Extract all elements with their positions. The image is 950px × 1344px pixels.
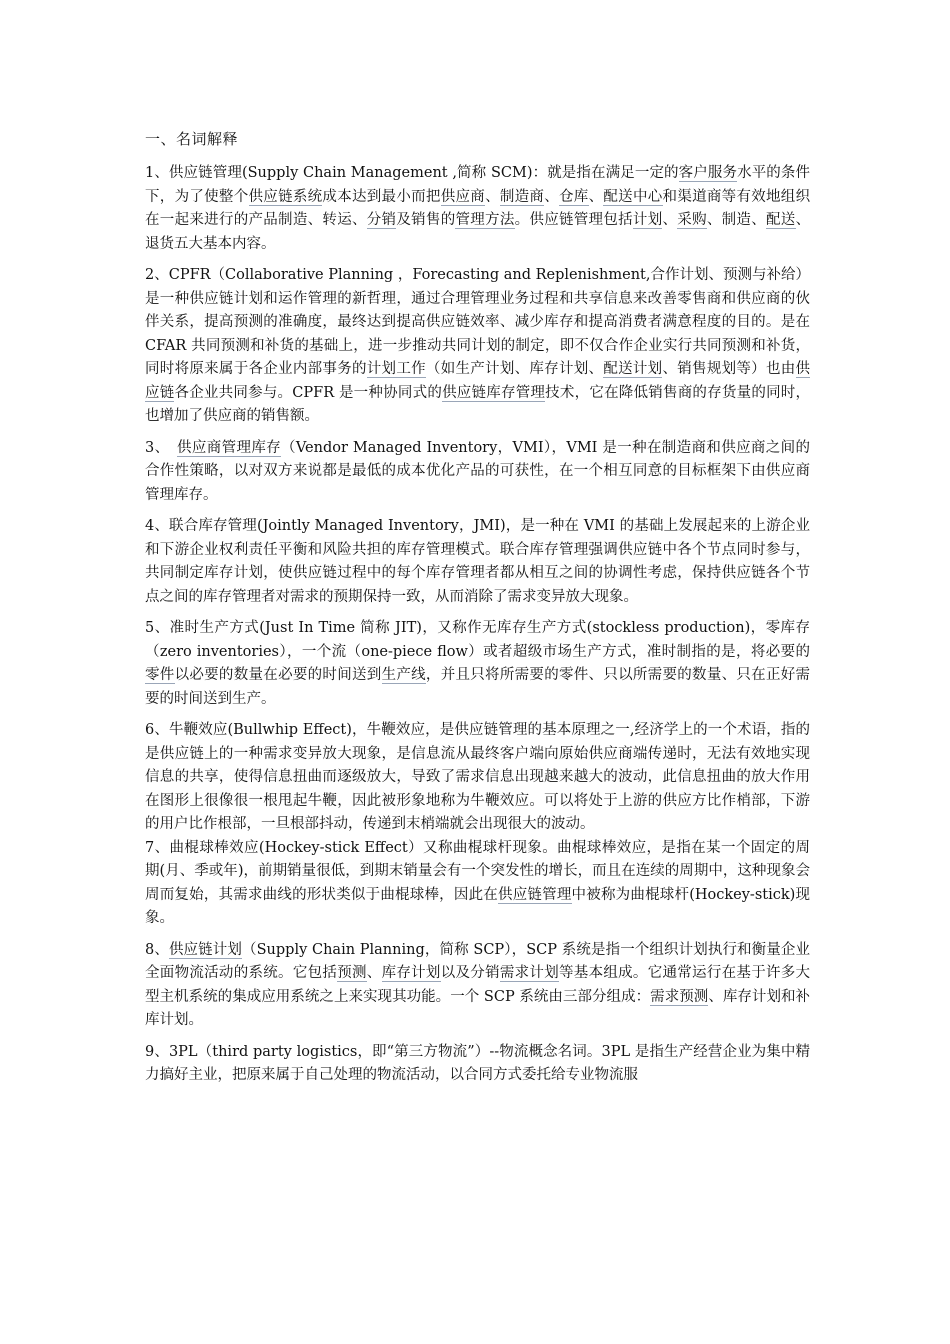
paragraph-text: 技术，它在降低销售商的存货量的同时，也增加了供应商的销售额。 [145, 384, 811, 424]
paragraph-text: 以必要的数量在必要的时间送到 [174, 667, 382, 683]
paragraph-text: （Supply Chain Planning，简称 SCP），SCP 系统是指一个组织计划执行和衡量企业全面物流活动的系统。它包括 [145, 941, 810, 981]
paragraph-text: 及销售的 [396, 212, 456, 228]
paragraph-text: 2、CPFR（Collaborative Planning ，Forecasting and Replenishment,合作计划、预测与补给）是一种供应链计划和运作管理的新哲理，通过合理管理业务过程和共享信息来改善零售商和供应商的伙伴关系，提高预测的准确度，最终达到提高供应链效率、减少库存和提高消费者满意程度的目的。是在 CFAR 共同预测和补货的基础上，进一步推动共同计划的制定，即不仅合作企业实行共同预测和补货，同时将原来属于各企业内部事务的 [145, 267, 810, 377]
paragraph-text: 和渠道商等有效地组织在一起来进行的产品制造、转运、 [145, 188, 811, 228]
paragraph-text: 5、准时生产方式(Just In Time 简称 JIT)，又称作无库存生产方式(stockless production)，零库存（zero inventories），一个流（one-piece flow）或者超级市场生产方式，准时制指的是，将必要的 [145, 620, 810, 660]
term-link[interactable]: 配送 [766, 212, 796, 228]
definition-paragraph-3 [145, 437, 810, 508]
term-link[interactable]: 制造商 [499, 188, 545, 205]
definition-paragraph-5 [145, 617, 810, 711]
paragraph-text: （如生产计划、库存计划、 [425, 361, 604, 377]
term-link[interactable]: 供应链管理 [498, 886, 572, 903]
paragraph-text: 、 [485, 188, 500, 205]
paragraph-text: 8、 [145, 941, 169, 958]
paragraph-text: 。供应链管理包括 [514, 212, 633, 228]
term-link[interactable]: 需求预测 [650, 988, 709, 1005]
paragraph-text: 1、供应链管理(Supply Chain Management ,简称 SCM)：就是指在满足一定的 [145, 165, 679, 181]
paragraph-text: 、销售规划等）也由 [662, 361, 796, 377]
paragraph-text: 、退货五大基本内容。 [145, 212, 811, 252]
term-link[interactable]: 配送中心 [603, 188, 663, 205]
section-title: 一、名词解释 [145, 130, 239, 148]
term-link[interactable]: 计划工作 [366, 361, 426, 377]
term-link[interactable]: 客户服务 [678, 165, 738, 181]
paragraph-text: 各企业共同参与。CPFR 是一种协同式的 [174, 384, 443, 401]
definition-paragraph-6 [145, 719, 810, 837]
paragraph-text: 、制造、 [706, 212, 766, 228]
paragraph-text: 3、 [145, 439, 178, 456]
paragraph-text: 等基本组成。它通常运行在基于许多大型主机系统的集成应用系统之上来实现其功能。一个 SCP 系统由三部分组成： [145, 965, 811, 1005]
term-link[interactable]: 供应链计划 [168, 941, 242, 958]
paragraph-text: 、库存计划和补库计划。 [145, 988, 811, 1028]
definition-paragraph-1 [145, 162, 810, 256]
term-link[interactable]: 预测 [337, 965, 367, 981]
paragraph-text: 9、3PL（third party logistics，即“第三方物流”）--物流概念名词。3PL 是指生产经营企业为集中精力搞好主业，把原来属于自己处理的物流活动，以合同方式委托给专业物流服 [145, 1043, 810, 1083]
paragraph-text: 成本达到最小而把 [322, 188, 441, 205]
term-link[interactable]: 需求计划 [499, 965, 559, 981]
definitions-list [145, 162, 810, 1088]
paragraph-text: 、 [588, 188, 604, 205]
term-link[interactable]: 供应链 [145, 361, 811, 401]
definition-paragraph-4 [145, 515, 810, 609]
term-link[interactable]: 供应链系统 [248, 188, 323, 205]
definition-paragraph-8 [145, 939, 810, 1033]
paragraph-text: 6、牛鞭效应(Bullwhip Effect)，牛鞭效应，是供应链管理的基本原理之一,经济学上的一个术语，指的是供应链上的一种需求变异放大现象，是信息流从最终客户端向原始供应商端传递时，无法有效地实现信息的共享，使得信息扭曲而逐级放大，导致了需求信息出现越来越大的波动，此信息扭曲的放大作用在图形上很像很一根甩起牛鞭，因此被形象地称为牛鞭效应。可以将处于上游的供应方比作梢部，下游的用户比作根部，一旦根部抖动，传递到末梢端就会出现很大的波动。 [145, 722, 810, 832]
term-link[interactable]: 零件 [145, 667, 175, 683]
term-link[interactable]: 供应商 [440, 188, 486, 205]
term-link[interactable]: 采购 [677, 212, 707, 228]
paragraph-text: （Vendor Managed Inventory，VMI），VMI 是一种在制造商和供应商之间的合作性策略，以对双方来说都是最低的成本优化产品的可获性，在一个相互同意的目标框架下由供应商管理库存。 [145, 439, 810, 503]
document-page [145, 128, 810, 1096]
paragraph-text: ，并且只将所需要的零件、只以所需要的数量、只在正好需要的时间送到生产。 [145, 667, 811, 707]
paragraph-text: 中被称为曲棍球杆(Hockey-stick)现象。 [145, 886, 810, 926]
term-link[interactable]: 库存计划 [381, 965, 441, 981]
definition-paragraph-7 [145, 837, 810, 931]
paragraph-text: 7、曲棍球棒效应(Hockey-stick Effect）又称曲棍球杆现象。曲棍球棒效应，是指在某一个固定的周期(月、季或年)，前期销量很低，到期末销量会有一个突发性的增长，而且在连续的周期中，这种现象会周而复始，其需求曲线的形状类似于曲棍球棒，因此在 [145, 839, 810, 903]
paragraph-text: 、 [662, 212, 678, 228]
paragraph-text: 、 [366, 965, 382, 981]
paragraph-text: 4、联合库存管理(Jointly Managed Inventory，JMI)，是一种在 VMI 的基础上发展起来的上游企业和下游企业权利责任平衡和风险共担的库存管理模式。联合库存管理强调供应链中各个节点同时参与，共同制定库存计划，使供应链过程中的每个库存管理者都从相互之间的协调性考虑，保持供应链各个节点之间的库存管理者对需求的预期保持一致，从而消除了需求变异放大现象。 [145, 518, 810, 605]
term-link[interactable]: 生产线 [381, 667, 426, 683]
term-link[interactable]: 供应链库存管理 [442, 384, 546, 401]
definition-paragraph-9 [145, 1041, 810, 1088]
term-link[interactable]: 计划 [632, 212, 663, 228]
definition-paragraph-2 [145, 264, 810, 429]
term-link[interactable]: 仓库 [559, 188, 589, 205]
paragraph-text: 、 [544, 188, 560, 205]
term-link[interactable]: 供应商管理库存 [177, 439, 282, 456]
term-link[interactable]: 分销 [366, 212, 397, 228]
term-link[interactable]: 管理方法 [455, 212, 515, 228]
term-link[interactable]: 配送计划 [603, 361, 663, 377]
paragraph-text: 水平的条件下，为了使整个 [145, 165, 811, 205]
paragraph-text: 以及分销 [440, 965, 500, 981]
